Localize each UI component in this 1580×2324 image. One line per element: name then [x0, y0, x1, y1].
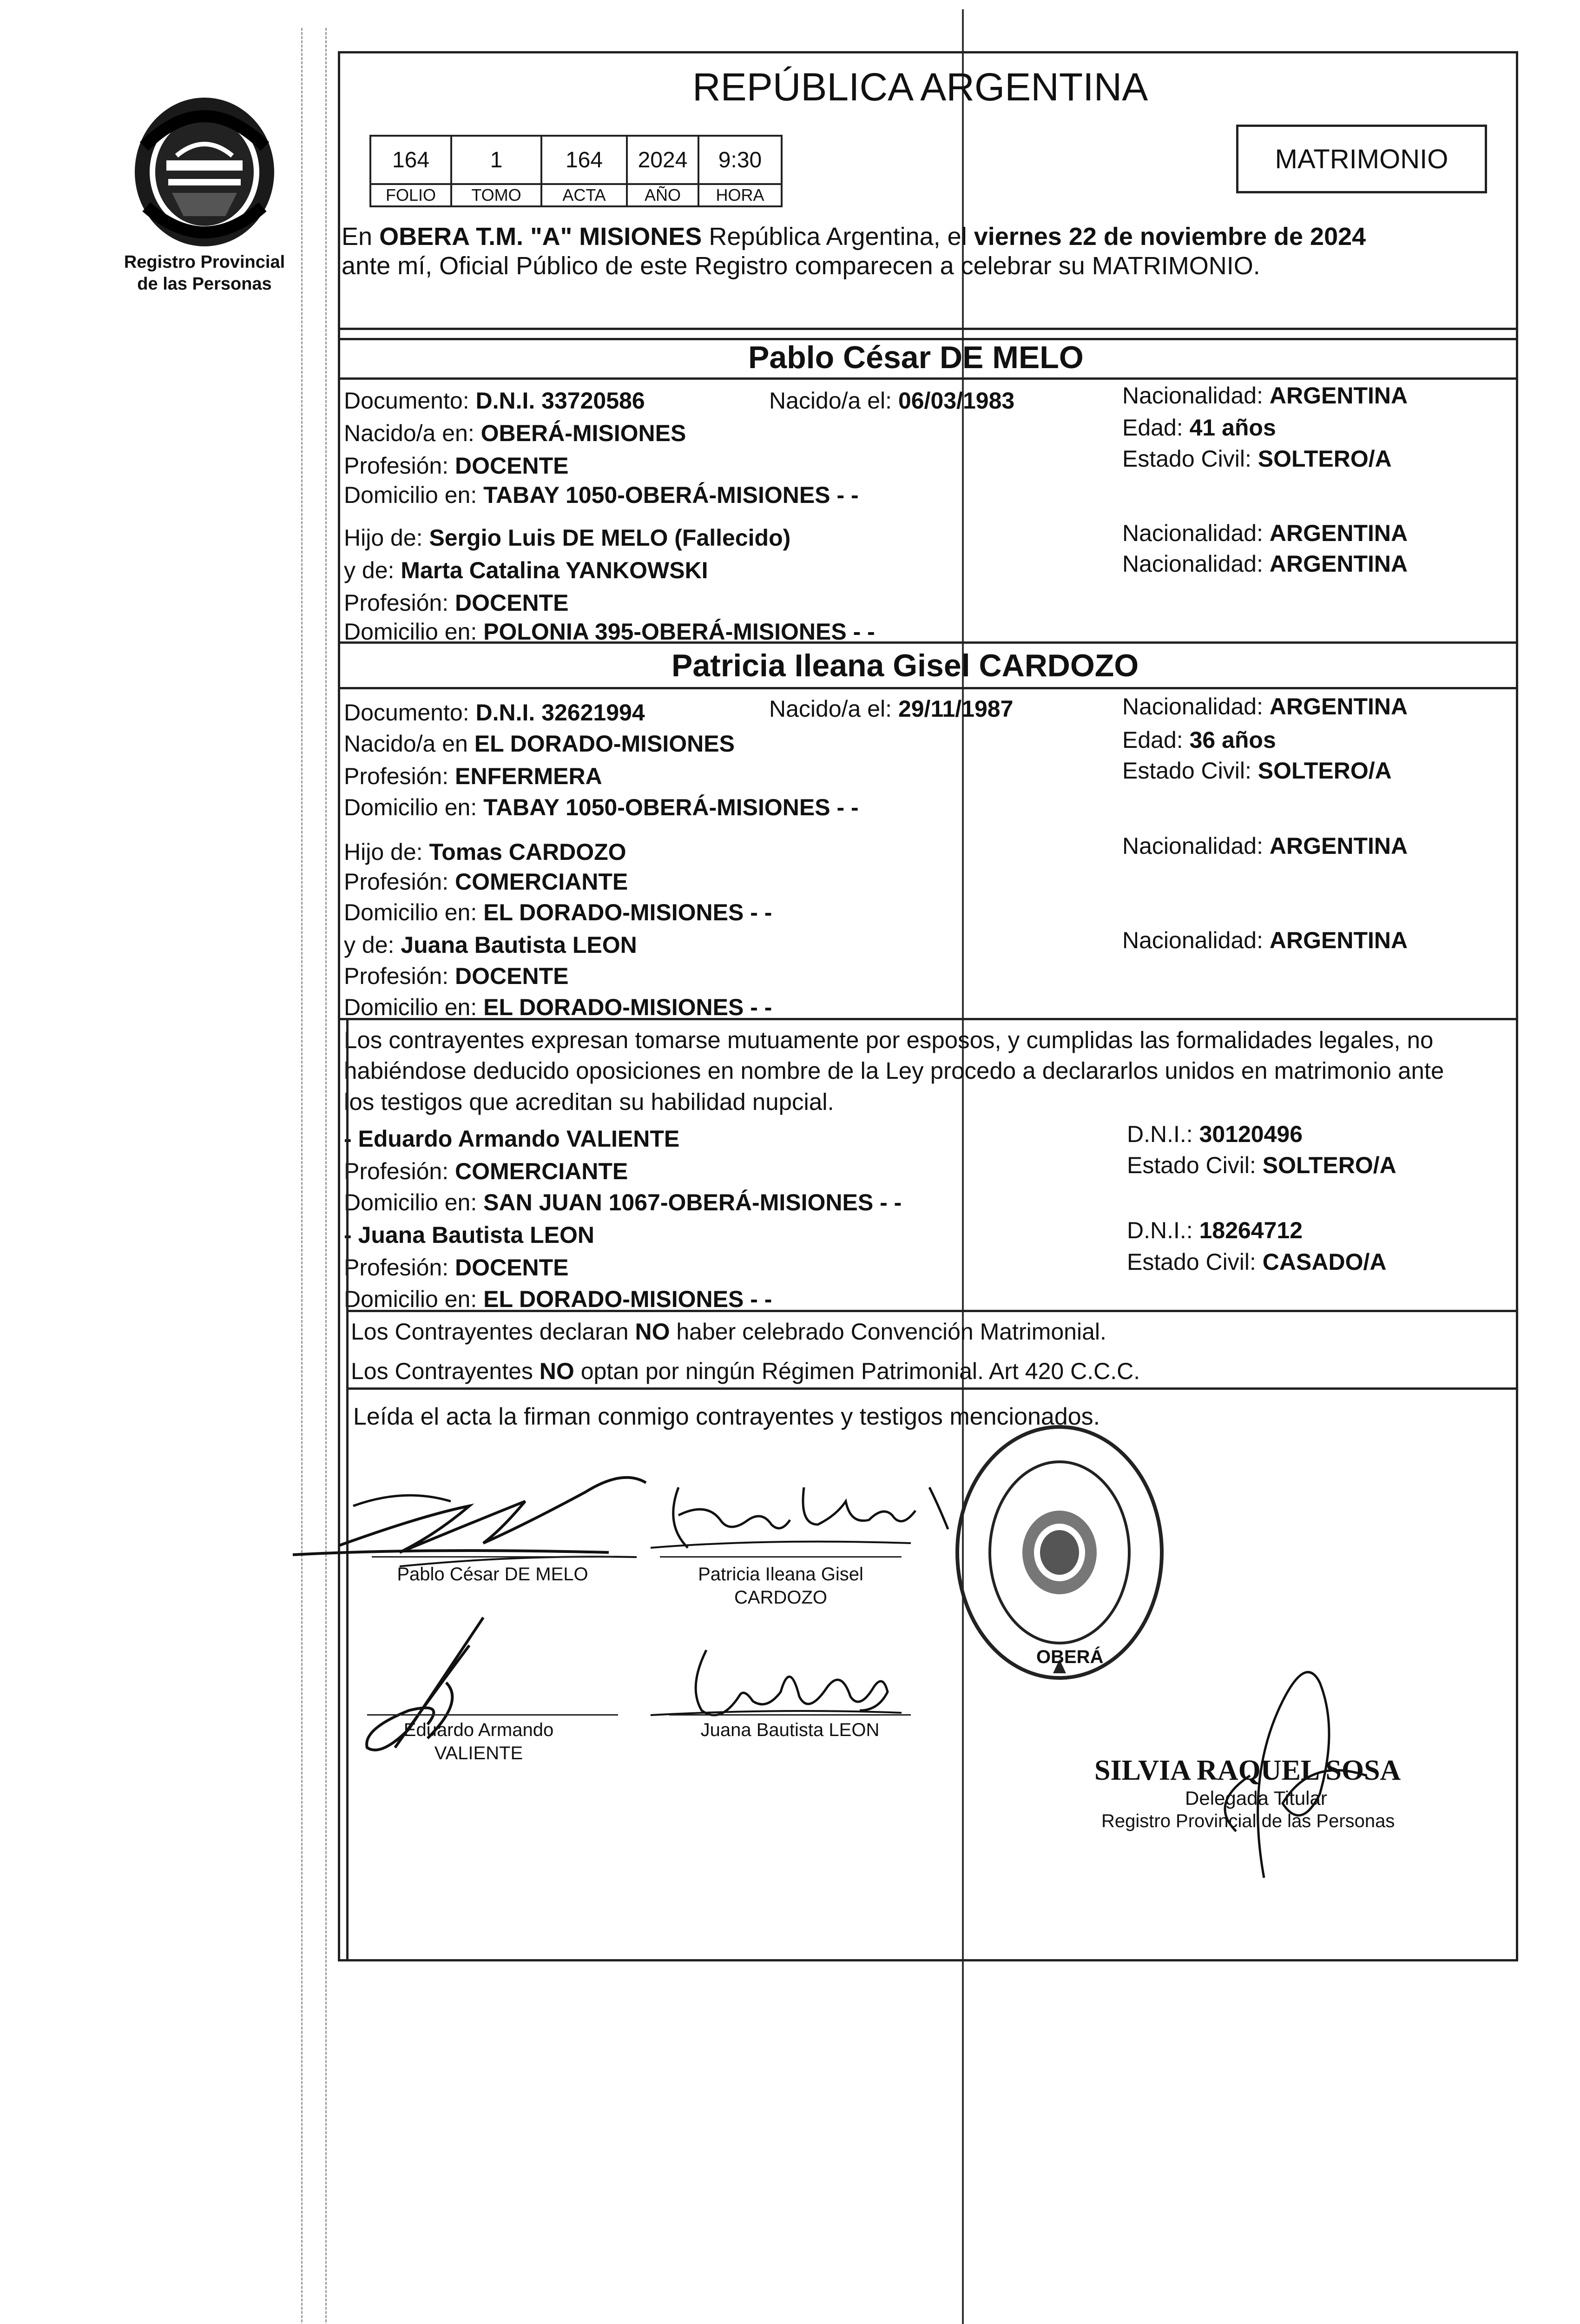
- section-divider: [338, 641, 1518, 644]
- hora-label: HORA: [698, 184, 782, 206]
- reading-line: Leída el acta la firman conmigo contrayentes y testigos mencionados.: [353, 1403, 1100, 1430]
- bride-signature: [651, 1459, 976, 1566]
- official-name: SILVIA RAQUEL SOSA: [1094, 1755, 1401, 1786]
- registry-label: de las Personas: [137, 274, 272, 294]
- stamp-city: OBERÁ: [1036, 1647, 1104, 1667]
- margin-dash-line: [325, 28, 327, 2324]
- groom-parents-profession: Profesión: DOCENTE: [344, 590, 569, 616]
- witness-1-dni: D.N.I.: 30120496: [1127, 1121, 1303, 1147]
- witness-1-signature-caption-2: VALIENTE: [434, 1743, 523, 1763]
- section-divider: [338, 687, 1518, 689]
- bride-document: Documento: D.N.I. 32621994: [344, 700, 645, 726]
- groom-signature: [283, 1450, 702, 1571]
- intro-line-1: En OBERA T.M. "A" MISIONES República Argentina, el viernes 22 de noviembre de 2024: [342, 223, 1366, 251]
- bride-nationality: Nacionalidad: ARGENTINA: [1122, 693, 1408, 720]
- bride-father: Hijo de: Tomas CARDOZO: [344, 839, 626, 865]
- groom-nationality: Nacionalidad: ARGENTINA: [1122, 383, 1408, 409]
- groom-age: Edad: 41 años: [1122, 415, 1276, 441]
- declaration-line-1: Los contrayentes expresan tomarse mutuamente por esposos, y cumplidas las formalidades legales, no: [344, 1027, 1434, 1053]
- signature-line: [669, 1714, 911, 1716]
- witness-1-civil-status: Estado Civil: SOLTERO/A: [1127, 1152, 1396, 1178]
- witness-2-dni: D.N.I.: 18264712: [1127, 1217, 1303, 1243]
- bride-age: Edad: 36 años: [1122, 727, 1276, 753]
- bride-father-profession: Profesión: COMERCIANTE: [344, 869, 628, 895]
- groom-profession: Profesión: DOCENTE: [344, 453, 569, 479]
- bride-mother-profession: Profesión: DOCENTE: [344, 963, 569, 989]
- signature-line: [660, 1556, 902, 1558]
- groom-signature-caption: Pablo César DE MELO: [397, 1564, 588, 1585]
- tomo-label: TOMO: [451, 184, 541, 206]
- bride-civil-status: Estado Civil: SOLTERO/A: [1122, 758, 1392, 784]
- margin-dash-line: [301, 28, 303, 2324]
- bride-name: Patricia Ileana Gisel CARDOZO: [672, 648, 1139, 683]
- bride-father-address: Domicilio en: EL DORADO-MISIONES - -: [344, 899, 772, 925]
- bride-born-on: Nacido/a el: 29/11/1987: [769, 696, 1014, 722]
- declaration-line-2: habiéndose deducido oposiciones en nombre de la Ley procedo a declararlos unidos en matrimonio ante: [344, 1057, 1444, 1084]
- bride-father-nationality: Nacionalidad: ARGENTINA: [1122, 833, 1408, 859]
- official-title: Delegada Titular: [1185, 1787, 1327, 1809]
- groom-civil-status: Estado Civil: SOLTERO/A: [1122, 446, 1392, 472]
- tomo-value: 1: [451, 136, 541, 184]
- witness-1-signature-caption-1: Eduardo Armando: [403, 1720, 554, 1740]
- groom-born-on: Nacido/a el: 06/03/1983: [769, 388, 1015, 414]
- section-divider: [338, 328, 1518, 330]
- folio-value: 164: [370, 136, 451, 184]
- bride-mother-address: Domicilio en: EL DORADO-MISIONES - -: [344, 994, 772, 1020]
- registry-label: Registro Provincial: [124, 252, 285, 272]
- convention-line-1: Los Contrayentes declaran NO haber celebrado Convención Matrimonial.: [351, 1319, 1106, 1345]
- groom-document: Documento: D.N.I. 33720586: [344, 388, 645, 414]
- section-divider: [346, 1310, 1518, 1312]
- section-divider: [338, 377, 1518, 380]
- section-divider: [346, 1387, 1518, 1390]
- witness-2-civil-status: Estado Civil: CASADO/A: [1127, 1249, 1387, 1275]
- act-type-box: MATRIMONIO: [1236, 125, 1487, 193]
- bride-born-in: Nacido/a en EL DORADO-MISIONES: [344, 731, 735, 757]
- convention-line-2: Los Contrayentes NO optan por ningún Régimen Patrimonial. Art 420 C.C.C.: [351, 1358, 1140, 1384]
- official-office: Registro Provincial de las Personas: [1101, 1811, 1395, 1831]
- witness-1-profession: Profesión: COMERCIANTE: [344, 1158, 628, 1184]
- signature-line: [367, 1714, 618, 1716]
- bride-address: Domicilio en: TABAY 1050-OBERÁ-MISIONES - -: [344, 794, 859, 820]
- registry-table: [369, 135, 783, 207]
- groom-father: Hijo de: Sergio Luis DE MELO (Fallecido): [344, 525, 791, 551]
- acta-value: 164: [541, 136, 627, 184]
- folio-label: FOLIO: [370, 184, 451, 206]
- bride-profession: Profesión: ENFERMERA: [344, 763, 602, 789]
- ano-label: AÑO: [627, 184, 698, 206]
- groom-born-in: Nacido/a en: OBERÁ-MISIONES: [344, 420, 686, 446]
- witness-1-address: Domicilio en: SAN JUAN 1067-OBERÁ-MISIONES - -: [344, 1189, 902, 1215]
- intro-line-2: ante mí, Oficial Público de este Registro comparecen a celebrar su MATRIMONIO.: [342, 252, 1260, 280]
- witness-1-name: - Eduardo Armando VALIENTE: [344, 1126, 680, 1152]
- acta-label: ACTA: [541, 184, 627, 206]
- witness-2-name: - Juana Bautista LEON: [344, 1222, 594, 1248]
- bride-signature-caption-2: CARDOZO: [734, 1587, 827, 1608]
- groom-mother-nationality: Nacionalidad: ARGENTINA: [1122, 551, 1408, 577]
- bride-mother-nationality: Nacionalidad: ARGENTINA: [1122, 927, 1408, 953]
- witness-2-profession: Profesión: DOCENTE: [344, 1254, 569, 1281]
- witness-2-signature-caption: Juana Bautista LEON: [700, 1720, 880, 1740]
- section-divider: [338, 1018, 1518, 1020]
- groom-parents-address: Domicilio en: POLONIA 395-OBERÁ-MISIONES - -: [344, 619, 875, 645]
- ano-value: 2024: [627, 136, 698, 184]
- province-logo: [125, 91, 283, 251]
- groom-address: Domicilio en: TABAY 1050-OBERÁ-MISIONES - -: [344, 482, 859, 508]
- groom-father-nationality: Nacionalidad: ARGENTINA: [1122, 520, 1408, 546]
- declaration-line-3: los testigos que acreditan su habilidad nupcial.: [344, 1089, 834, 1115]
- witness-2-address: Domicilio en: EL DORADO-MISIONES - -: [344, 1286, 772, 1312]
- groom-name: Pablo César DE MELO: [748, 340, 1084, 375]
- signature-line: [372, 1556, 613, 1558]
- hora-value: 9:30: [698, 136, 782, 184]
- groom-mother: y de: Marta Catalina YANKOWSKI: [344, 557, 708, 583]
- document-title: REPÚBLICA ARGENTINA: [692, 65, 1148, 109]
- bride-mother: y de: Juana Bautista LEON: [344, 932, 637, 958]
- bride-signature-caption-1: Patricia Ileana Gisel: [698, 1564, 863, 1585]
